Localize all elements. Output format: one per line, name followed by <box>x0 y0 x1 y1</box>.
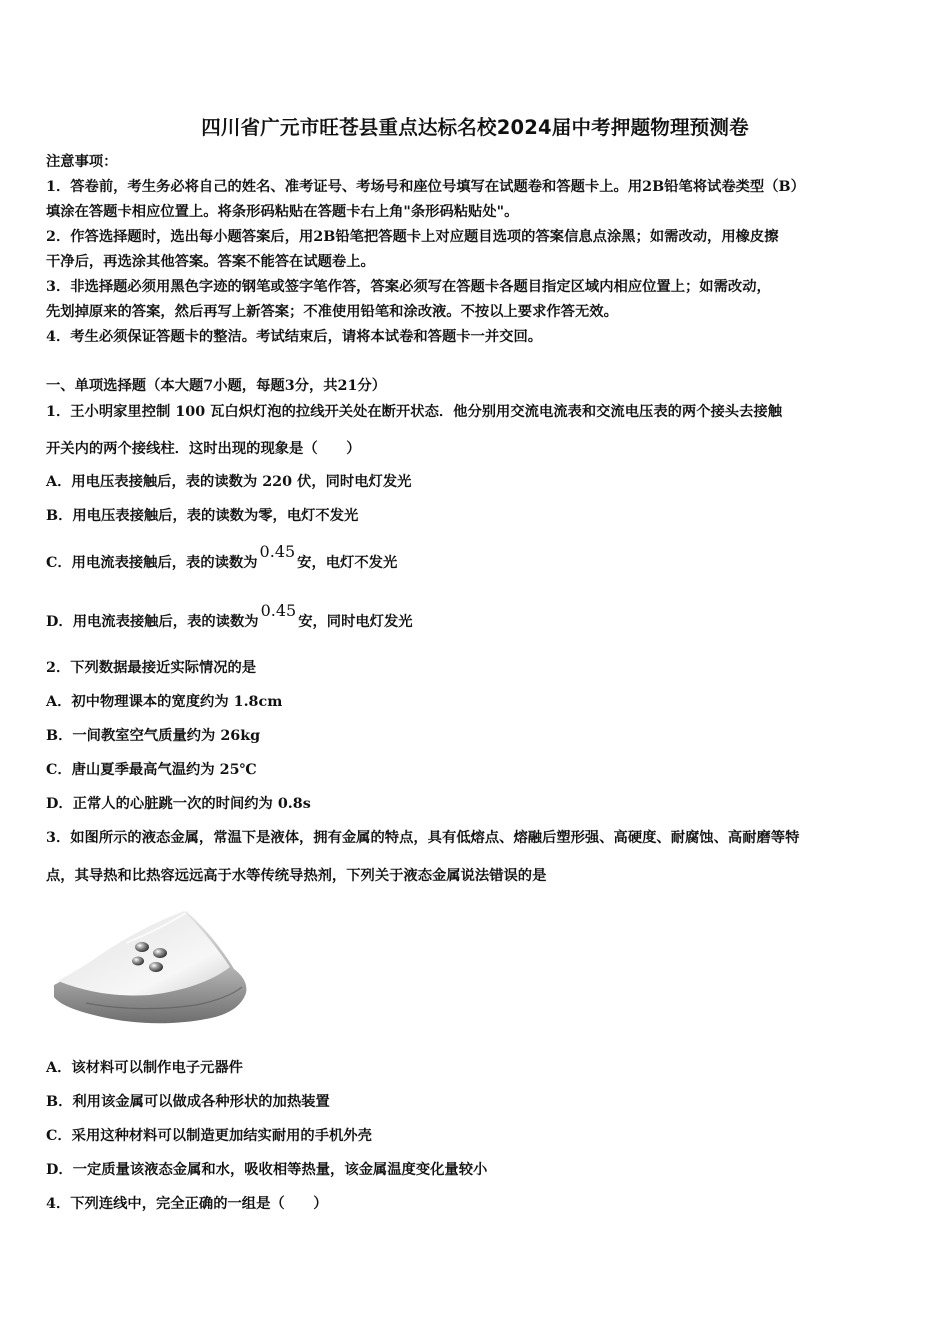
notice-line: 先划掉原来的答案，然后再写上新答案；不准使用铅笔和涂改液。不按以上要求作答无效。 <box>46 304 618 320</box>
q3-stem-line1: 3．如图所示的液态金属，常温下是液体，拥有金属的特点，具有低熔点、熔融后塑形强、高硬度、耐腐蚀、高耐磨等特 <box>46 830 800 846</box>
section-heading: 一、单项选择题（本大题7小题，每题3分，共21分） <box>46 378 387 394</box>
q1-option-b: B．用电压表接触后，表的读数为零，电灯不发光 <box>46 508 359 524</box>
q2-stem: 2．下列数据最接近实际情况的是 <box>46 660 257 676</box>
liquid-metal-figure <box>46 905 252 1033</box>
q3-option-b: B．利用该金属可以做成各种形状的加热装置 <box>46 1094 330 1110</box>
notice-heading: 注意事项： <box>46 154 118 170</box>
q2-option-d: D．正常人的心脏跳一次的时间约为 0.8s <box>46 796 311 812</box>
q1-stem-line1: 1．王小明家里控制 100 瓦白炽灯泡的拉线开关处在断开状态．他分别用交流电流表和交流电压表的两个接头去接触 <box>46 404 782 420</box>
q3-option-d: D．一定质量该液态金属和水，吸收相等热量，该金属温度变化量较小 <box>46 1162 488 1178</box>
q1-option-d-text-end: 安，同时电灯发光 <box>298 614 413 630</box>
q1-option-d-value: 0.45 <box>260 601 297 620</box>
notice-line: 2．作答选择题时，选出每小题答案后，用2B铅笔把答题卡上对应题目选项的答案信息点涂黑；如需改动，用橡皮擦 <box>46 229 779 245</box>
q3-option-a: A．该材料可以制作电子元器件 <box>46 1060 243 1076</box>
q1-option-c-text-end: 安，电灯不发光 <box>297 555 398 571</box>
q2-option-a: A．初中物理课本的宽度约为 1.8cm <box>46 694 283 710</box>
q4-stem: 4．下列连线中，完全正确的一组是（ ） <box>46 1196 328 1212</box>
notice-line: 1．答卷前，考生务必将自己的姓名、准考证号、考场号和座位号填写在试题卷和答题卡上。用2B铅笔将试卷类型（B） <box>46 179 805 195</box>
q2-option-b: B．一间教室空气质量约为 26kg <box>46 728 261 744</box>
q2-option-c: C．唐山夏季最高气温约为 25℃ <box>46 762 257 778</box>
notice-line: 4．考生必须保证答题卡的整洁。考试结束后，请将本试卷和答题卡一并交回。 <box>46 329 543 345</box>
page-title: 四川省广元市旺苍县重点达标名校2024届中考押题物理预测卷 <box>201 116 749 139</box>
q1-option-c-value: 0.45 <box>259 542 296 561</box>
q1-option-c-text: C．用电流表接触后，表的读数为 <box>46 555 258 571</box>
q3-option-c: C．采用这种材料可以制造更加结实耐用的手机外壳 <box>46 1128 372 1144</box>
notice-line: 填涂在答题卡相应位置上。将条形码粘贴在答题卡右上角"条形码粘贴处"。 <box>46 204 519 220</box>
notice-line: 干净后，再选涂其他答案。答案不能答在试题卷上。 <box>46 254 375 270</box>
q1-option-c <box>46 542 398 573</box>
q3-stem-line2: 点，其导热和比热容远远高于水等传统导热剂，下列关于液态金属说法错误的是 <box>46 868 547 884</box>
q1-option-a: A．用电压表接触后，表的读数为 220 伏，同时电灯发光 <box>46 474 412 490</box>
q1-option-d-text: D．用电流表接触后，表的读数为 <box>46 614 259 630</box>
q1-stem-line2: 开关内的两个接线柱．这时出现的现象是（ ） <box>46 441 361 457</box>
notice-line: 3．非选择题必须用黑色字迹的钢笔或签字笔作答，答案必须写在答题卡各题目指定区域内相应位置上；如需改动， <box>46 279 771 295</box>
q1-option-d <box>46 601 413 632</box>
